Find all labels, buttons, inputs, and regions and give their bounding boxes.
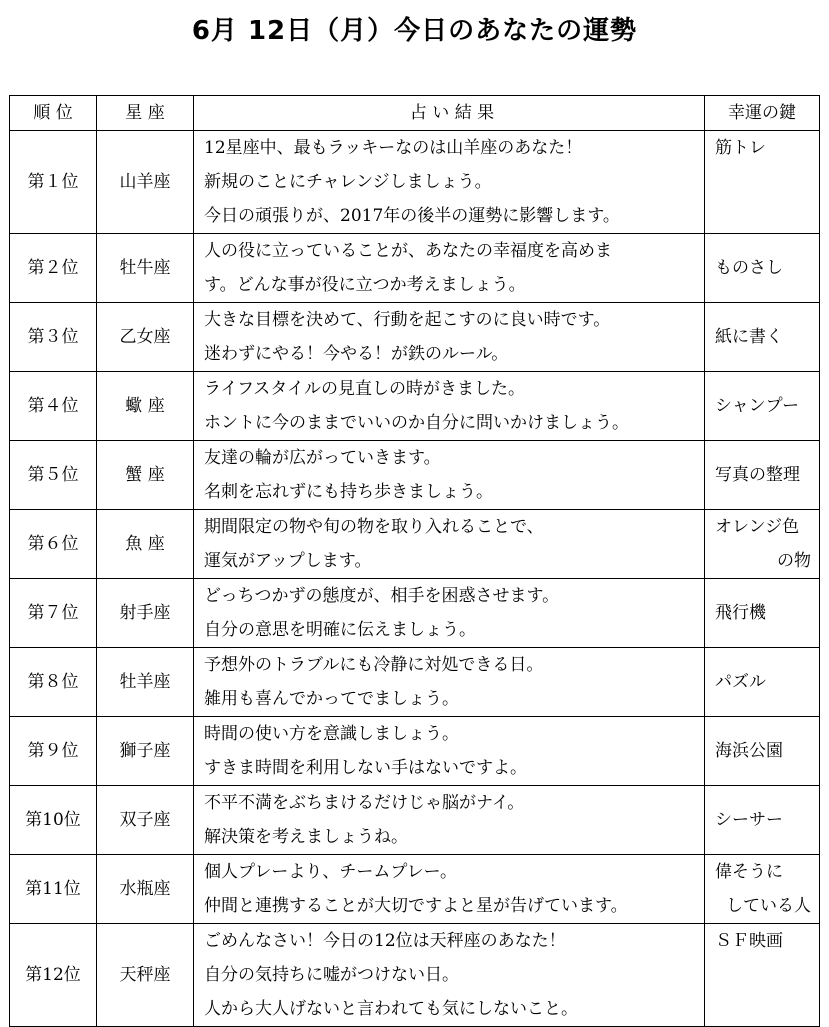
lucky-key-line: パズル bbox=[715, 672, 766, 692]
rank-cell: 第１位 bbox=[10, 131, 97, 234]
result-line: 時間の使い方を意識しましょう。 bbox=[204, 724, 459, 744]
result-cell bbox=[194, 510, 705, 579]
result-cell bbox=[194, 579, 705, 648]
rank-cell: 第９位 bbox=[10, 717, 97, 786]
result-line: ホントに今のままでいいのか自分に問いかけましょう。 bbox=[204, 413, 629, 433]
result-line: 個人プレーより、チームプレー。 bbox=[204, 862, 457, 882]
result-line: どっちつかずの態度が、相手を困惑させます。 bbox=[204, 586, 560, 606]
result-cell bbox=[194, 648, 705, 717]
table-row bbox=[10, 131, 820, 234]
table-row bbox=[10, 303, 820, 372]
rank-cell: 第５位 bbox=[10, 441, 97, 510]
rank-cell: 第３位 bbox=[10, 303, 97, 372]
rank-cell: 第12位 bbox=[10, 924, 97, 1027]
lucky-key-cell bbox=[705, 717, 820, 786]
lucky-key-cell bbox=[705, 131, 820, 234]
result-line: 期間限定の物や旬の物を取り入れることで、 bbox=[204, 517, 544, 537]
sign-cell: 獅子座 bbox=[97, 717, 194, 786]
lucky-key-cell bbox=[705, 579, 820, 648]
lucky-key-line: 偉そうに bbox=[715, 862, 783, 882]
lucky-key-line: 飛行機 bbox=[715, 603, 766, 623]
lucky-key-line: ＳＦ映画 bbox=[715, 931, 783, 951]
rank-cell: 第６位 bbox=[10, 510, 97, 579]
table-row bbox=[10, 648, 820, 717]
lucky-key-cell bbox=[705, 234, 820, 303]
result-cell bbox=[194, 303, 705, 372]
lucky-key-line: 筋トレ bbox=[715, 138, 766, 158]
lucky-key-cell bbox=[705, 648, 820, 717]
result-line: 新規のことにチャレンジしましょう。 bbox=[204, 172, 492, 192]
result-line: 自分の意思を明確に伝えましょう。 bbox=[204, 620, 476, 640]
rank-cell: 第７位 bbox=[10, 579, 97, 648]
table-row bbox=[10, 441, 820, 510]
table-row bbox=[10, 579, 820, 648]
lucky-key-line: 写真の整理 bbox=[715, 465, 800, 485]
header-rank: 順 位 bbox=[10, 96, 97, 131]
sign-cell: 天秤座 bbox=[97, 924, 194, 1027]
sign-cell: 双子座 bbox=[97, 786, 194, 855]
table-row bbox=[10, 372, 820, 441]
table-row bbox=[10, 855, 820, 924]
sign-cell: 射手座 bbox=[97, 579, 194, 648]
lucky-key-cell bbox=[705, 441, 820, 510]
result-line: 今日の頑張りが、2017年の後半の運勢に影響します。 bbox=[204, 206, 620, 226]
lucky-key-line: シーサー bbox=[715, 810, 783, 830]
header-result: 占 い 結 果 bbox=[194, 96, 705, 131]
result-line: 人から大人げないと言われても気にしないこと。 bbox=[204, 999, 578, 1019]
rank-cell: 第11位 bbox=[10, 855, 97, 924]
lucky-key-cell bbox=[705, 372, 820, 441]
result-cell bbox=[194, 786, 705, 855]
rank-cell: 第２位 bbox=[10, 234, 97, 303]
result-cell bbox=[194, 855, 705, 924]
lucky-key-cell bbox=[705, 510, 820, 579]
lucky-key-line: ものさし bbox=[715, 258, 783, 278]
result-line: 友達の輪が広がっていきます。 bbox=[204, 448, 441, 468]
result-cell bbox=[194, 234, 705, 303]
sign-cell: 乙女座 bbox=[97, 303, 194, 372]
result-line: す。どんな事が役に立つか考えましょう。 bbox=[204, 275, 526, 295]
rank-cell: 第８位 bbox=[10, 648, 97, 717]
result-line: 名刺を忘れずにも持ち歩きましょう。 bbox=[204, 482, 493, 502]
lucky-key-line: している人 bbox=[726, 896, 811, 916]
horoscope-table bbox=[9, 95, 820, 1027]
result-line: 人の役に立っていることが、あなたの幸福度を高めま bbox=[204, 241, 612, 261]
result-line: 運気がアップします。 bbox=[204, 551, 372, 571]
table-row bbox=[10, 717, 820, 786]
result-line: 12星座中、最もラッキーなのは山羊座のあなた！ bbox=[204, 138, 583, 158]
sign-cell: 牡牛座 bbox=[97, 234, 194, 303]
lucky-key-cell bbox=[705, 303, 820, 372]
result-cell bbox=[194, 717, 705, 786]
sign-cell: 山羊座 bbox=[97, 131, 194, 234]
sign-cell: 蟹 座 bbox=[97, 441, 194, 510]
lucky-key-cell bbox=[705, 786, 820, 855]
result-line: 不平不満をぶちまけるだけじゃ脳がナイ。 bbox=[204, 793, 525, 813]
result-line: 雑用も喜んでかってでましょう。 bbox=[204, 689, 459, 709]
result-cell bbox=[194, 441, 705, 510]
result-cell bbox=[194, 924, 705, 1027]
table-row bbox=[10, 786, 820, 855]
table-row bbox=[10, 510, 820, 579]
lucky-key-line: 紙に書く bbox=[715, 327, 783, 347]
page-title: 6月 12日（月）今日のあなたの運勢 bbox=[191, 16, 638, 46]
sign-cell: 魚 座 bbox=[97, 510, 194, 579]
lucky-key-cell bbox=[705, 924, 820, 1027]
table-row bbox=[10, 924, 820, 1027]
lucky-key-line: の物 bbox=[777, 551, 811, 571]
result-line: 自分の気持ちに嘘がつけない日。 bbox=[204, 965, 459, 985]
result-line: ごめんなさい！今日の12位は天秤座のあなた！ bbox=[204, 931, 566, 951]
result-line: 大きな目標を決めて、行動を起こすのに良い時です。 bbox=[204, 310, 611, 330]
table-row bbox=[10, 234, 820, 303]
header-row bbox=[10, 96, 820, 131]
result-line: 予想外のトラブルにも冷静に対処できる日。 bbox=[204, 655, 544, 675]
result-line: ライフスタイルの見直しの時がきました。 bbox=[204, 379, 525, 399]
sign-cell: 牡羊座 bbox=[97, 648, 194, 717]
sign-cell: 蠍 座 bbox=[97, 372, 194, 441]
rank-cell: 第４位 bbox=[10, 372, 97, 441]
lucky-key-line: オレンジ色 bbox=[715, 517, 800, 537]
header-lucky-key: 幸運の鍵 bbox=[705, 96, 820, 131]
result-line: 解決策を考えましょうね。 bbox=[204, 827, 408, 847]
header-sign: 星 座 bbox=[97, 96, 194, 131]
lucky-key-cell bbox=[705, 855, 820, 924]
rank-cell: 第10位 bbox=[10, 786, 97, 855]
result-line: すきま時間を利用しない手はないですよ。 bbox=[204, 758, 527, 778]
lucky-key-line: 海浜公園 bbox=[715, 741, 783, 761]
sign-cell: 水瓶座 bbox=[97, 855, 194, 924]
result-line: 迷わずにやる！今やる！が鉄のルール。 bbox=[204, 344, 509, 364]
result-cell bbox=[194, 372, 705, 441]
result-line: 仲間と連携することが大切ですよと星が告げています。 bbox=[204, 896, 628, 916]
result-cell bbox=[194, 131, 705, 234]
lucky-key-line: シャンプー bbox=[715, 396, 800, 416]
